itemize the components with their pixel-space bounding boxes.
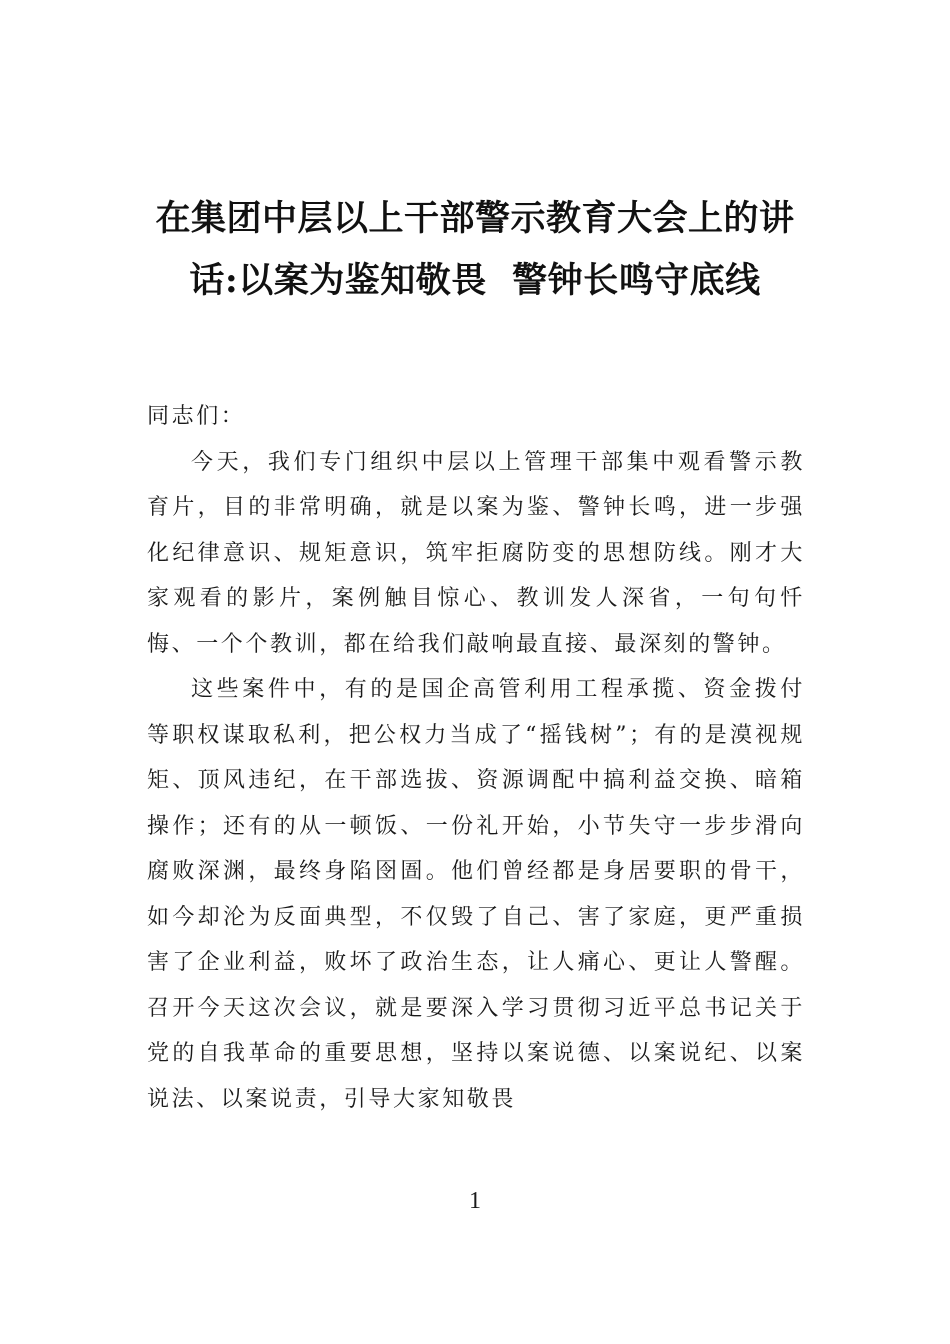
title-line-1: 在集团中层以上干部警示教育大会上的讲 <box>155 198 795 239</box>
document-title <box>140 188 810 312</box>
page-number: 1 <box>469 1188 481 1214</box>
paragraph-1: 今天，我们专门组织中层以上管理干部集中观看警示教育片，目的非常明确，就是以案为鉴、警钟长鸣，进一步强化纪律意识、规矩意识，筑牢拒腐防变的思想防线。刚才大家观看的影片，案例触目惊心、教训发人深省，一句句忏悔、一个个教训，都在给我们敲响最直接、最深刻的警钟。 <box>147 449 805 657</box>
paragraph-2: 这些案件中，有的是国企高管利用工程承揽、资金拨付等职权谋取私利，把公权力当成了“摇钱树”；有的是漠视规矩、顶风违纪，在干部选拔、资源调配中搞利益交换、暗箱操作；还有的从一顿饭、一份礼开始，小节失守一步步滑向腐败深渊，最终身陷囹圄。他们曾经都是身居要职的骨干，如今却沦为反面典型，不仅毁了自己、害了家庭，更严重损害了企业利益，败坏了政治生态，让人痛心、更让人警醒。召开今天这次会议，就是要深入学习贯彻习近平总书记关于党的自我革命的重要思想，坚持以案说德、以案说纪、以案说法、以案说责，引导大家知敬畏 <box>147 677 805 1112</box>
document-body <box>147 394 805 1122</box>
title-line-2: 话:以案为鉴知敬畏 警钟长鸣守底线 <box>189 260 761 301</box>
salutation: 同志们： <box>147 404 246 429</box>
